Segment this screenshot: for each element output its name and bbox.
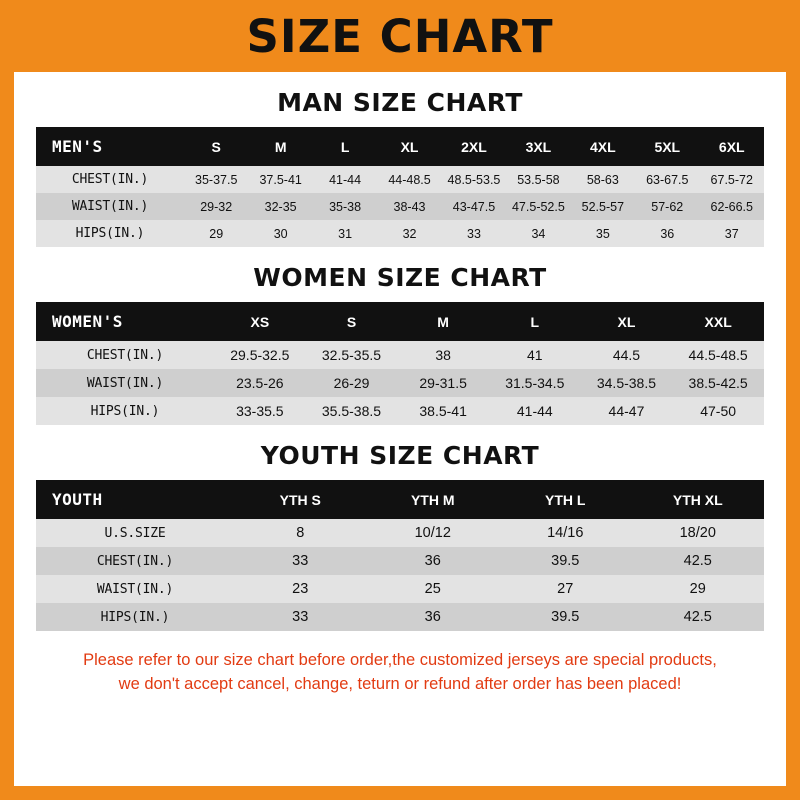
youth-col-m: YTH M — [367, 480, 500, 519]
youth-ussize-s: 8 — [234, 519, 367, 547]
man-hips-l: 31 — [313, 220, 377, 247]
women-table-body — [36, 341, 764, 425]
section-youth — [36, 441, 764, 631]
table-row — [36, 519, 764, 547]
youth-waist-l: 27 — [499, 575, 632, 603]
youth-row-chest-label: CHEST(IN.) — [36, 547, 234, 575]
man-waist-3xl: 47.5-52.5 — [506, 193, 570, 220]
youth-col-l: YTH L — [499, 480, 632, 519]
youth-hips-xl: 42.5 — [632, 603, 765, 631]
women-hips-xxl: 47-50 — [672, 397, 764, 425]
youth-waist-m: 25 — [367, 575, 500, 603]
man-hips-2xl: 33 — [442, 220, 506, 247]
man-waist-4xl: 52.5-57 — [571, 193, 635, 220]
youth-chest-xl: 42.5 — [632, 547, 765, 575]
women-chest-xxl: 44.5-48.5 — [672, 341, 764, 369]
women-chest-xs: 29.5-32.5 — [214, 341, 306, 369]
bottom-accent-bar — [0, 786, 800, 800]
man-table-head — [36, 127, 764, 166]
man-chest-m: 37.5-41 — [248, 166, 312, 193]
women-hips-l: 41-44 — [489, 397, 581, 425]
women-col-xs: XS — [214, 302, 306, 341]
section-title-youth: YOUTH SIZE CHART — [260, 441, 540, 470]
women-waist-xxl: 38.5-42.5 — [672, 369, 764, 397]
man-row-waist-label: WAIST(IN.) — [36, 193, 184, 220]
man-hips-xl: 32 — [377, 220, 441, 247]
man-hips-3xl: 34 — [506, 220, 570, 247]
man-row-hips-label: HIPS(IN.) — [36, 220, 184, 247]
youth-table-head — [36, 480, 764, 519]
youth-ussize-m: 10/12 — [367, 519, 500, 547]
man-col-s: S — [184, 127, 248, 166]
women-waist-l: 31.5-34.5 — [489, 369, 581, 397]
youth-waist-xl: 29 — [632, 575, 765, 603]
man-hips-6xl: 37 — [700, 220, 765, 247]
man-table-body — [36, 166, 764, 247]
women-col-s: S — [306, 302, 398, 341]
man-size-table — [36, 127, 764, 247]
women-size-table — [36, 302, 764, 425]
women-row-label-header: WOMEN'S — [36, 302, 214, 341]
women-table-head — [36, 302, 764, 341]
section-women — [36, 263, 764, 425]
women-waist-s: 26-29 — [306, 369, 398, 397]
table-row — [36, 166, 764, 193]
section-title-man: MAN SIZE CHART — [277, 88, 523, 117]
table-header-row — [36, 127, 764, 166]
women-chest-xl: 44.5 — [581, 341, 673, 369]
women-chest-l: 41 — [489, 341, 581, 369]
youth-row-hips-label: HIPS(IN.) — [36, 603, 234, 631]
women-col-xxl: XXL — [672, 302, 764, 341]
page-title: SIZE CHART — [246, 9, 554, 63]
women-hips-xs: 33-35.5 — [214, 397, 306, 425]
women-hips-s: 35.5-38.5 — [306, 397, 398, 425]
man-chest-xl: 44-48.5 — [377, 166, 441, 193]
women-row-waist-label: WAIST(IN.) — [36, 369, 214, 397]
table-row — [36, 341, 764, 369]
women-hips-m: 38.5-41 — [397, 397, 489, 425]
man-waist-m: 32-35 — [248, 193, 312, 220]
youth-ussize-xl: 18/20 — [632, 519, 765, 547]
section-man — [36, 88, 764, 247]
section-title-women: WOMEN SIZE CHART — [253, 263, 547, 292]
youth-chest-s: 33 — [234, 547, 367, 575]
youth-hips-l: 39.5 — [499, 603, 632, 631]
man-hips-5xl: 36 — [635, 220, 699, 247]
footer-note-line-1: Please refer to our size chart before order,the customized jerseys are special products, — [83, 651, 717, 669]
women-chest-s: 32.5-35.5 — [306, 341, 398, 369]
man-hips-m: 30 — [248, 220, 312, 247]
youth-ussize-l: 14/16 — [499, 519, 632, 547]
man-waist-s: 29-32 — [184, 193, 248, 220]
man-chest-3xl: 53.5-58 — [506, 166, 570, 193]
women-row-chest-label: CHEST(IN.) — [36, 341, 214, 369]
women-hips-xl: 44-47 — [581, 397, 673, 425]
youth-table-body — [36, 519, 764, 631]
table-row — [36, 193, 764, 220]
man-row-chest-label: CHEST(IN.) — [36, 166, 184, 193]
women-waist-m: 29-31.5 — [397, 369, 489, 397]
women-waist-xl: 34.5-38.5 — [581, 369, 673, 397]
youth-row-ussize-label: U.S.SIZE — [36, 519, 234, 547]
table-header-row — [36, 480, 764, 519]
youth-row-label-header: YOUTH — [36, 480, 234, 519]
man-col-3xl: 3XL — [506, 127, 570, 166]
man-hips-4xl: 35 — [571, 220, 635, 247]
man-waist-2xl: 43-47.5 — [442, 193, 506, 220]
footer-note — [36, 649, 764, 697]
man-waist-xl: 38-43 — [377, 193, 441, 220]
table-row — [36, 220, 764, 247]
table-header-row — [36, 302, 764, 341]
youth-hips-s: 33 — [234, 603, 367, 631]
man-chest-2xl: 48.5-53.5 — [442, 166, 506, 193]
youth-col-s: YTH S — [234, 480, 367, 519]
man-hips-s: 29 — [184, 220, 248, 247]
footer-note-line-2: we don't accept cancel, change, teturn or refund after order has been placed! — [118, 674, 682, 693]
youth-chest-m: 36 — [367, 547, 500, 575]
man-chest-6xl: 67.5-72 — [700, 166, 765, 193]
table-row — [36, 547, 764, 575]
man-chest-l: 41-44 — [313, 166, 377, 193]
table-row — [36, 603, 764, 631]
women-row-hips-label: HIPS(IN.) — [36, 397, 214, 425]
man-col-2xl: 2XL — [442, 127, 506, 166]
youth-hips-m: 36 — [367, 603, 500, 631]
chart-content — [14, 88, 786, 697]
man-waist-6xl: 62-66.5 — [700, 193, 765, 220]
table-row — [36, 397, 764, 425]
header-bar — [0, 0, 800, 72]
man-col-5xl: 5XL — [635, 127, 699, 166]
youth-row-waist-label: WAIST(IN.) — [36, 575, 234, 603]
man-col-xl: XL — [377, 127, 441, 166]
man-col-l: L — [313, 127, 377, 166]
women-col-l: L — [489, 302, 581, 341]
youth-chest-l: 39.5 — [499, 547, 632, 575]
man-col-6xl: 6XL — [700, 127, 765, 166]
man-chest-5xl: 63-67.5 — [635, 166, 699, 193]
man-waist-l: 35-38 — [313, 193, 377, 220]
youth-size-table — [36, 480, 764, 631]
table-row — [36, 575, 764, 603]
man-waist-5xl: 57-62 — [635, 193, 699, 220]
women-col-xl: XL — [581, 302, 673, 341]
youth-col-xl: YTH XL — [632, 480, 765, 519]
women-waist-xs: 23.5-26 — [214, 369, 306, 397]
man-col-4xl: 4XL — [571, 127, 635, 166]
man-col-m: M — [248, 127, 312, 166]
youth-waist-s: 23 — [234, 575, 367, 603]
table-row — [36, 369, 764, 397]
man-chest-s: 35-37.5 — [184, 166, 248, 193]
man-row-label-header: MEN'S — [36, 127, 184, 166]
women-chest-m: 38 — [397, 341, 489, 369]
women-col-m: M — [397, 302, 489, 341]
man-chest-4xl: 58-63 — [571, 166, 635, 193]
